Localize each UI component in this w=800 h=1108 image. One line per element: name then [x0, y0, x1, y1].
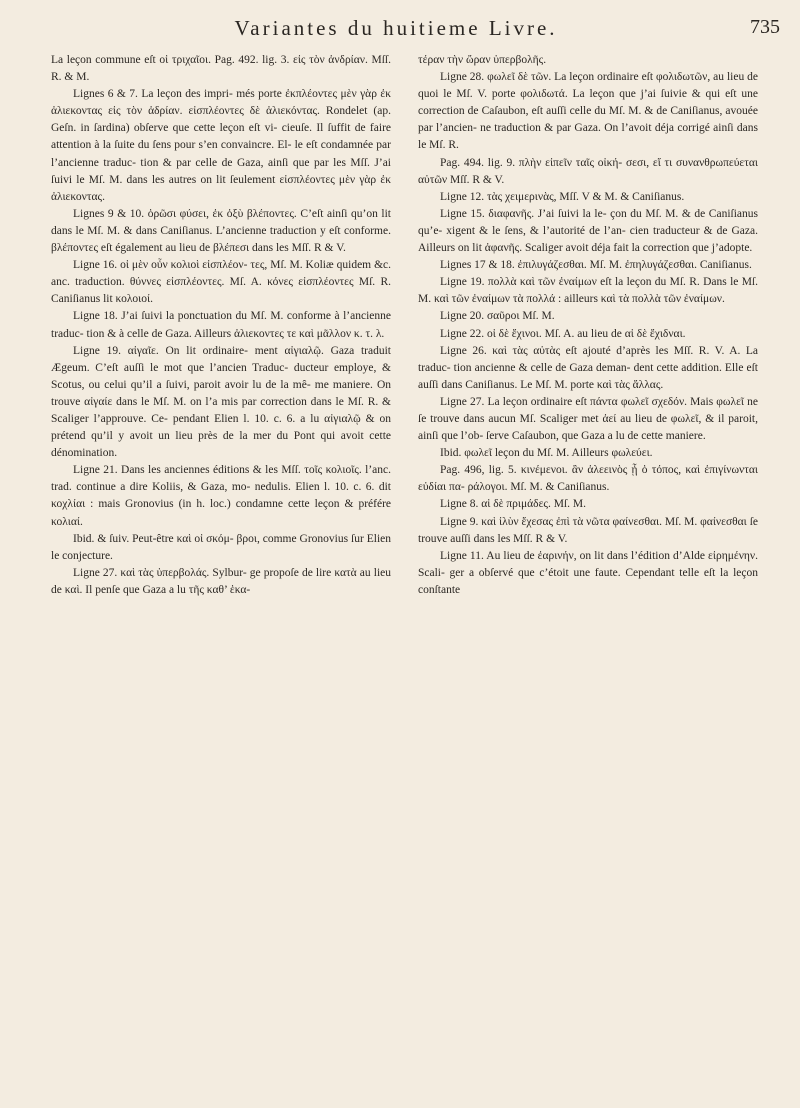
note-paragraph: Ligne 9. καὶ ἰλὺν ἔχεσας ἐπὶ τὰ νῶτα φαίνεσθαι. Mſ. M. φαίνεσθαι ſe trouve auſſi dans les Mſſ. R & V. [418, 515, 758, 545]
left-column [51, 52, 391, 1098]
note-paragraph: Ligne 8. αἱ δὲ πριμάδες. Mſ. M. [440, 498, 586, 511]
note-paragraph: Lignes 17 & 18. ἐπιλυγάζεσθαι. Mſ. M. ἐπηλυγάζεσθαι. Caniſianus. [440, 259, 752, 272]
note-paragraph: Ligne 15. διαφανῆς. J’ai ſuivi la le- çon du Mſ. M. & de Caniſianus qu’e- xigent & le ſens, & l’autorité de l’an- cien traducteur & de Gaza. Ailleurs on lit ἀφανῆς. Scaliger avoit déja fait la correction que j’adopte. [418, 207, 758, 255]
note-paragraph: Ibid. φωλεῖ leçon du Mſ. M. Ailleurs φωλεύει. [440, 447, 653, 460]
note-paragraph: Ligne 22. οἱ δὲ ἔχινοι. Mſ. A. au lieu de αἱ δὲ ἔχιδναι. [440, 327, 686, 340]
note-paragraph: Lignes 9 & 10. ὁρῶσι φύσει, ἐκ ὀξὺ βλέποντες. C’eſt ainſi qu’on lit dans le Mſ. M. & dans Caniſianus. L’ancienne traduction y eſt conforme. βλέποντες eſt également au lieu de βλέπεσι dans les Mſſ. R & V. [51, 207, 391, 255]
right-column [418, 52, 758, 1098]
note-paragraph: Pag. 496, lig. 5. κινέμενοι. ἂν ἀλεεινὸς ᾖ ὁ τόπος, καὶ ἐπιγίνωνται εὐδίαι πα- ράλογοι. Mſ. M. & Caniſianus. [418, 464, 758, 494]
note-paragraph: Ligne 27. La leçon ordinaire eſt πάντα φωλεῖ σχεδόν. Mais φωλεῖ ne ſe trouve dans aucun Mſ. Scaliger met ἀεί au lieu de φωλεῖ, & il paroit, ainſi que l’ob- ſerve Caſaubon, que Gaza a lu de cette maniere. [418, 395, 758, 443]
note-paragraph: Ligne 27. καὶ τὰς ὑπερβολάς. Sylbur- ge propoſe de lire κατὰ au lieu de καὶ. Il penſe que Gaza a lu τῆς καθ’ ἑκα- [51, 566, 391, 596]
note-paragraph: Ligne 11. Au lieu de ἐαρινήν, on lit dans l’édition d’Alde εἰρημένην. Scali- ger a obſervé que c’étoit une faute. Cependant telle eſt la leçon conſtante [418, 549, 758, 596]
note-paragraph: Ligne 19. αἰγαῖε. On lit ordinaire- ment αἰγιαλῷ. Gaza traduit Ægeum. C’eſt auſſi le mot que l’ancien Traduc- ducteur employe, & Scotus, ou celui qu’il a ſuivi, paroit avoir lu de la mê- me maniere. On trouve αἰγαίε dans le Mſ. M. on l’a mis par correction dans le Mſ. R. & Scaliger l’approuve. Ce- pendant Elien l. 10. c. 6. a lu αἰγιαλῷ & on prétend qu’il y avoit un lieu près de la mer du Pont qui avoit cette dénomination. [51, 344, 391, 460]
running-title: Variantes du huitieme Livre. [234, 16, 558, 40]
note-paragraph: Ligne 28. φωλεῖ δὲ τῶν. La leçon ordinaire eſt φολιδωτῶν, au lieu de quoi le Mſ. V. porte φολιδωτά. La leçon que j’ai ſuivie & qui eſt une correction de Caſaubon, eſt auſſi celle du Mſ. M. & de Caniſianus, avouée par l’ancien- ne traduction & par Gaza. On l’avoit déja corrigé ainſi dans le Mſ. R. [418, 71, 758, 152]
note-paragraph: Ibid. & ſuiv. Peut-être καὶ οἱ σκόμ- βροι, comme Gronovius ſur Elien le conjecture. [51, 532, 391, 562]
note-paragraph: Ligne 20. σαῦροι Mſ. M. [440, 310, 555, 323]
note-paragraph: Ligne 16. οἱ μὲν οὖν κολιοὶ εἰσπλέον- τες, Mſ. M. Koliæ quidem &c. anc. traduction. θύννες εἰσπλέοντες. Mſ. A. κόνες εἰσπλέοντες Mſ. R. Caniſianus lit κολοιοί. [51, 259, 391, 306]
note-paragraph: τέραν τὴν ὥραν ὑπερβολῆς. [418, 54, 547, 66]
note-paragraph: Ligne 26. καὶ τὰς αὐτὰς eſt ajouté d’après les Mſſ. R. V. A. La traduc- tion ancienne & celle de Gaza deman- dent cette addition. Elle eſt auſſi dans Caniſianus. Le Mſ. M. porte καὶ τὰς ἄλλας. [418, 344, 758, 391]
note-paragraph: La leçon commune eſt οἱ τριχαῖοι. Pag. 492. lig. 3. εἰς τὸν ἀνδρίαν. Mſſ. R. & M. [51, 54, 391, 84]
note-paragraph: Ligne 18. J’ai ſuivi la ponctuation du Mſ. M. conforme à l’ancienne traduc- tion & à celle de Gaza. Ailleurs ἀλιεκοντες τε καὶ μᾶλλον κ. τ. λ. [51, 310, 391, 340]
note-paragraph: Ligne 21. Dans les anciennes éditions & les Mſſ. τοῖς κολιοῖς. l’anc. trad. continue a dire Koliis, & Gaza, mo- nedulis. Elien l. 10. c. 6. dit κοχλίαι : mais Gronovius (in h. loc.) condamne cette leçon & préfére κολιαί. [51, 464, 391, 528]
note-paragraph: Ligne 12. τὰς χειμερινὰς, Mſſ. V & M. & Caniſianus. [440, 190, 685, 203]
page-number: 735 [750, 16, 780, 38]
note-paragraph: Pag. 494. lig. 9. πλὴν εἰπεῖν ταῖς οἰκή- σεσι, εἴ τι συνανθρωπεύεται αὐτῶν Mſſ. R & V. [418, 156, 758, 186]
page-header [52, 14, 780, 50]
note-paragraph: Ligne 19. πολλὰ καὶ τῶν ἐναίμων eſt la leçon du Mſ. R. Dans le Mſ. M. καὶ τῶν ἐναίμων τὰ πολλά : ailleurs καὶ τὰ πολλὰ τῶν ἐναίμων. [418, 276, 758, 306]
note-paragraph: Lignes 6 & 7. La leçon des impri- més porte ἐκπλέοντες μὲν γὰρ ἐκ ἀλιεκοντας εἰς τὸν ἀδρίαν. εἰσπλέοντες δὲ ἀλιεκόντας. Rondelet (ap. Geſn. in ſardina) obſerve que cette leçon eſt vi- cieuſe. Il ſuffit de faire attention à la ſuite du ſens pour s’en convaincre. El- le eſt condamnée par l’ancienne traduc- tion & par celle de Gaza, ainſi que par les Mſſ. J’ai ſuivi le Mſ. M. dans les autres on lit ſeulement εἰσπλέοντες μὲν γὰρ ἐκ ἀλιεκοντας. [51, 88, 391, 203]
